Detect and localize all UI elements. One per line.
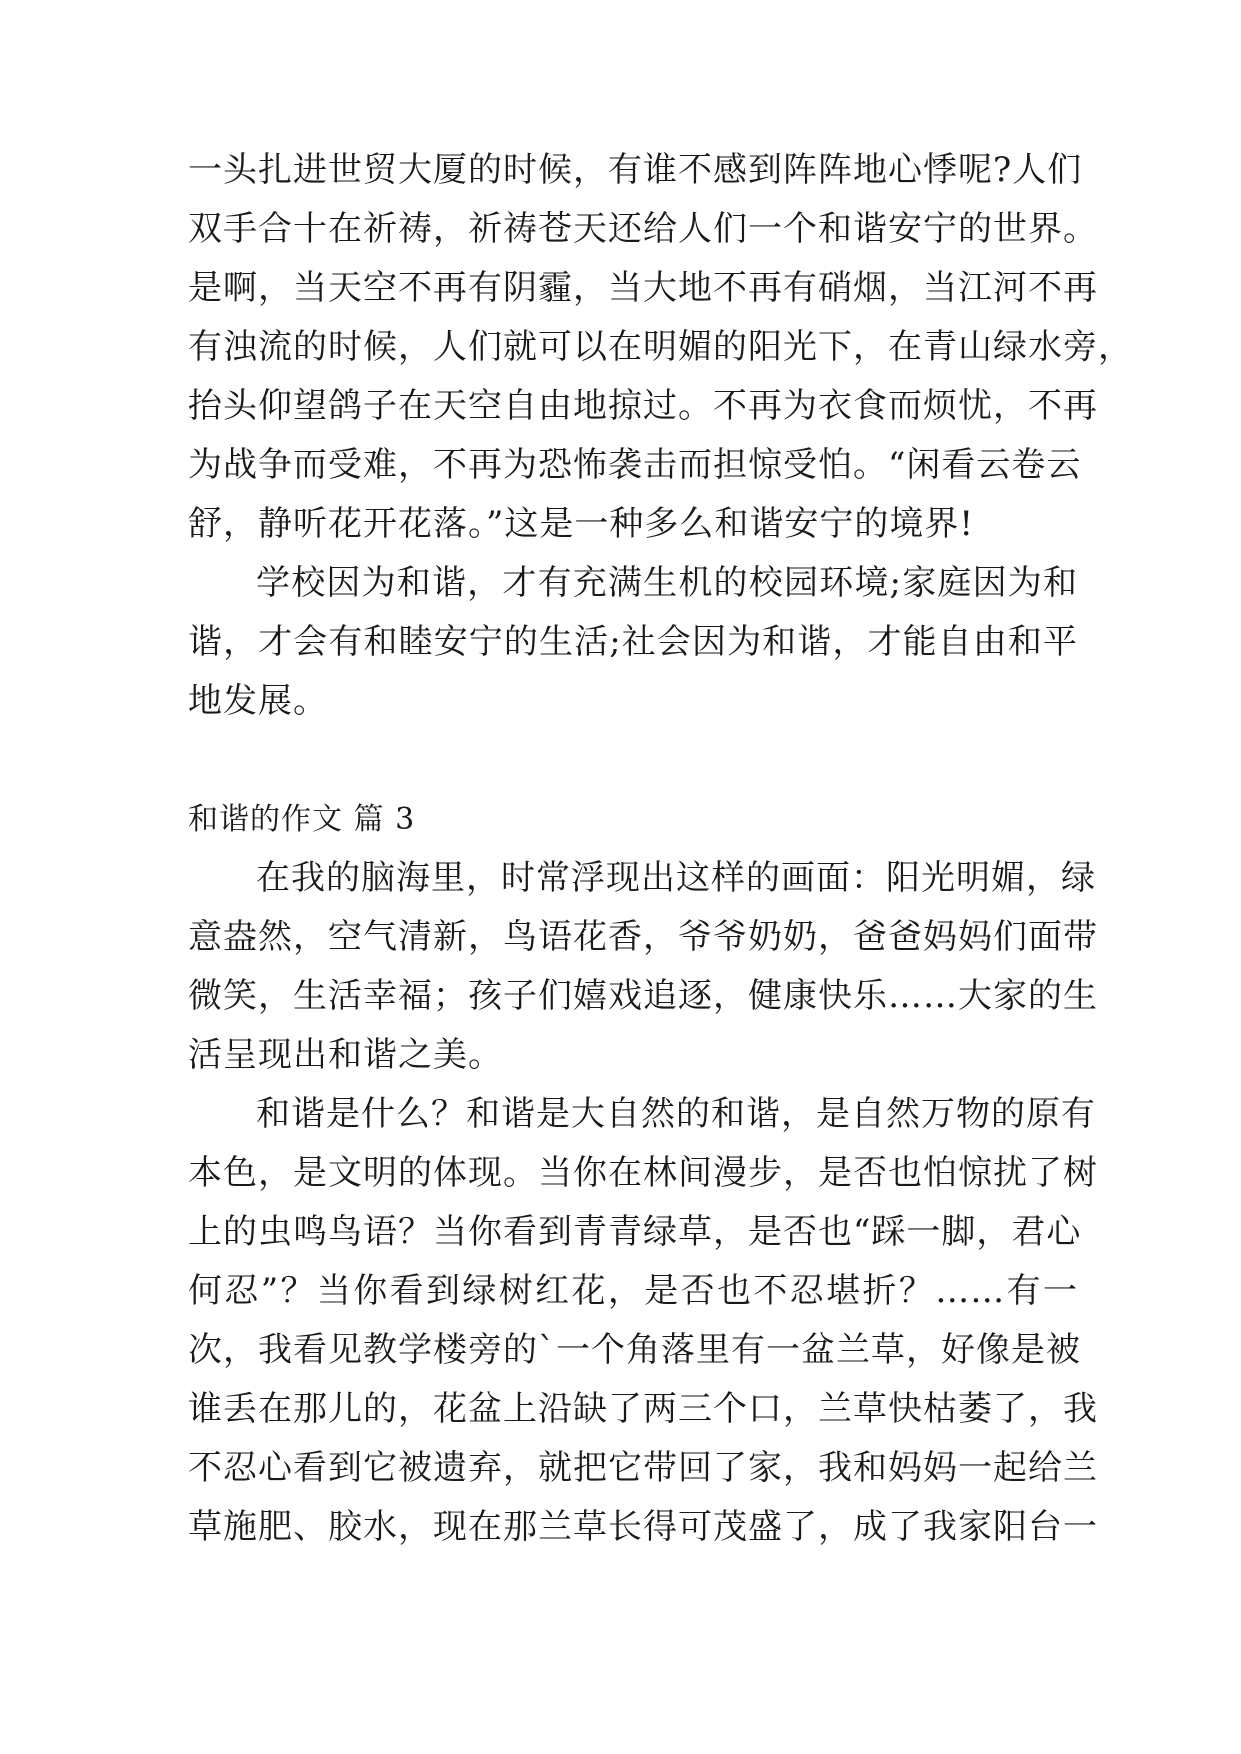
- paragraph-line: 微笑，生活幸福；孩子们嬉戏追逐，健康快乐……大家的生: [188, 976, 1098, 1016]
- paragraph-line: 地发展。: [188, 681, 328, 721]
- paragraph-line: 谁丢在那儿的，花盆上沿缺了两三个口，兰草快枯萎了，我: [188, 1389, 1098, 1429]
- paragraph-line: 舒，静听花开花落。”这是一种多么和谐安宁的境界!: [188, 504, 975, 544]
- paragraph-line: 谐，才会有和睦安宁的生活;社会因为和谐，才能自由和平: [188, 622, 1078, 662]
- paragraph-line: 是啊，当天空不再有阴霾，当大地不再有硝烟，当江河不再: [188, 268, 1098, 308]
- paragraph-line: 何忍”？当你看到绿树红花，是否也不忍堪折？……有一: [188, 1271, 1078, 1311]
- paragraph-line: 有浊流的时候，人们就可以在明媚的阳光下，在青山绿水旁，: [188, 327, 1133, 367]
- paragraph-line: 一头扎进世贸大厦的时候，有谁不感到阵阵地心悸呢?人们: [188, 150, 1083, 190]
- section-heading: 和谐的作文 篇 3: [188, 802, 416, 837]
- paragraph-line: 次，我看见教学楼旁的`一个角落里有一盆兰草，好像是被: [188, 1330, 1081, 1370]
- paragraph-line: 学校因为和谐，才有充满生机的校园环境;家庭因为和: [256, 563, 1078, 603]
- paragraph-line: 为战争而受难，不再为恐怖袭击而担惊受怕。“闲看云卷云: [188, 445, 1082, 485]
- paragraph-line: 在我的脑海里，时常浮现出这样的画面：阳光明媚，绿: [256, 858, 1096, 898]
- paragraph-line: 本色，是文明的体现。当你在林间漫步，是否也怕惊扰了树: [188, 1153, 1098, 1193]
- paragraph-line: 双手合十在祈祷，祈祷苍天还给人们一个和谐安宁的世界。: [188, 209, 1098, 249]
- paragraph-line: 不忍心看到它被遗弃，就把它带回了家，我和妈妈一起给兰: [188, 1448, 1098, 1488]
- paragraph-line: 上的虫鸣鸟语？当你看到青青绿草，是否也“踩一脚，君心: [188, 1212, 1082, 1252]
- paragraph-line: 草施肥、胶水，现在那兰草长得可茂盛了，成了我家阳台一: [188, 1507, 1098, 1547]
- paragraph-line: 抬头仰望鸽子在天空自由地掠过。不再为衣食而烦忧，不再: [188, 386, 1098, 426]
- paragraph-line: 活呈现出和谐之美。: [188, 1035, 503, 1075]
- paragraph-line: 意盎然，空气清新，鸟语花香，爷爷奶奶，爸爸妈妈们面带: [188, 917, 1098, 957]
- paragraph-line: 和谐是什么？和谐是大自然的和谐，是自然万物的原有: [256, 1094, 1096, 1134]
